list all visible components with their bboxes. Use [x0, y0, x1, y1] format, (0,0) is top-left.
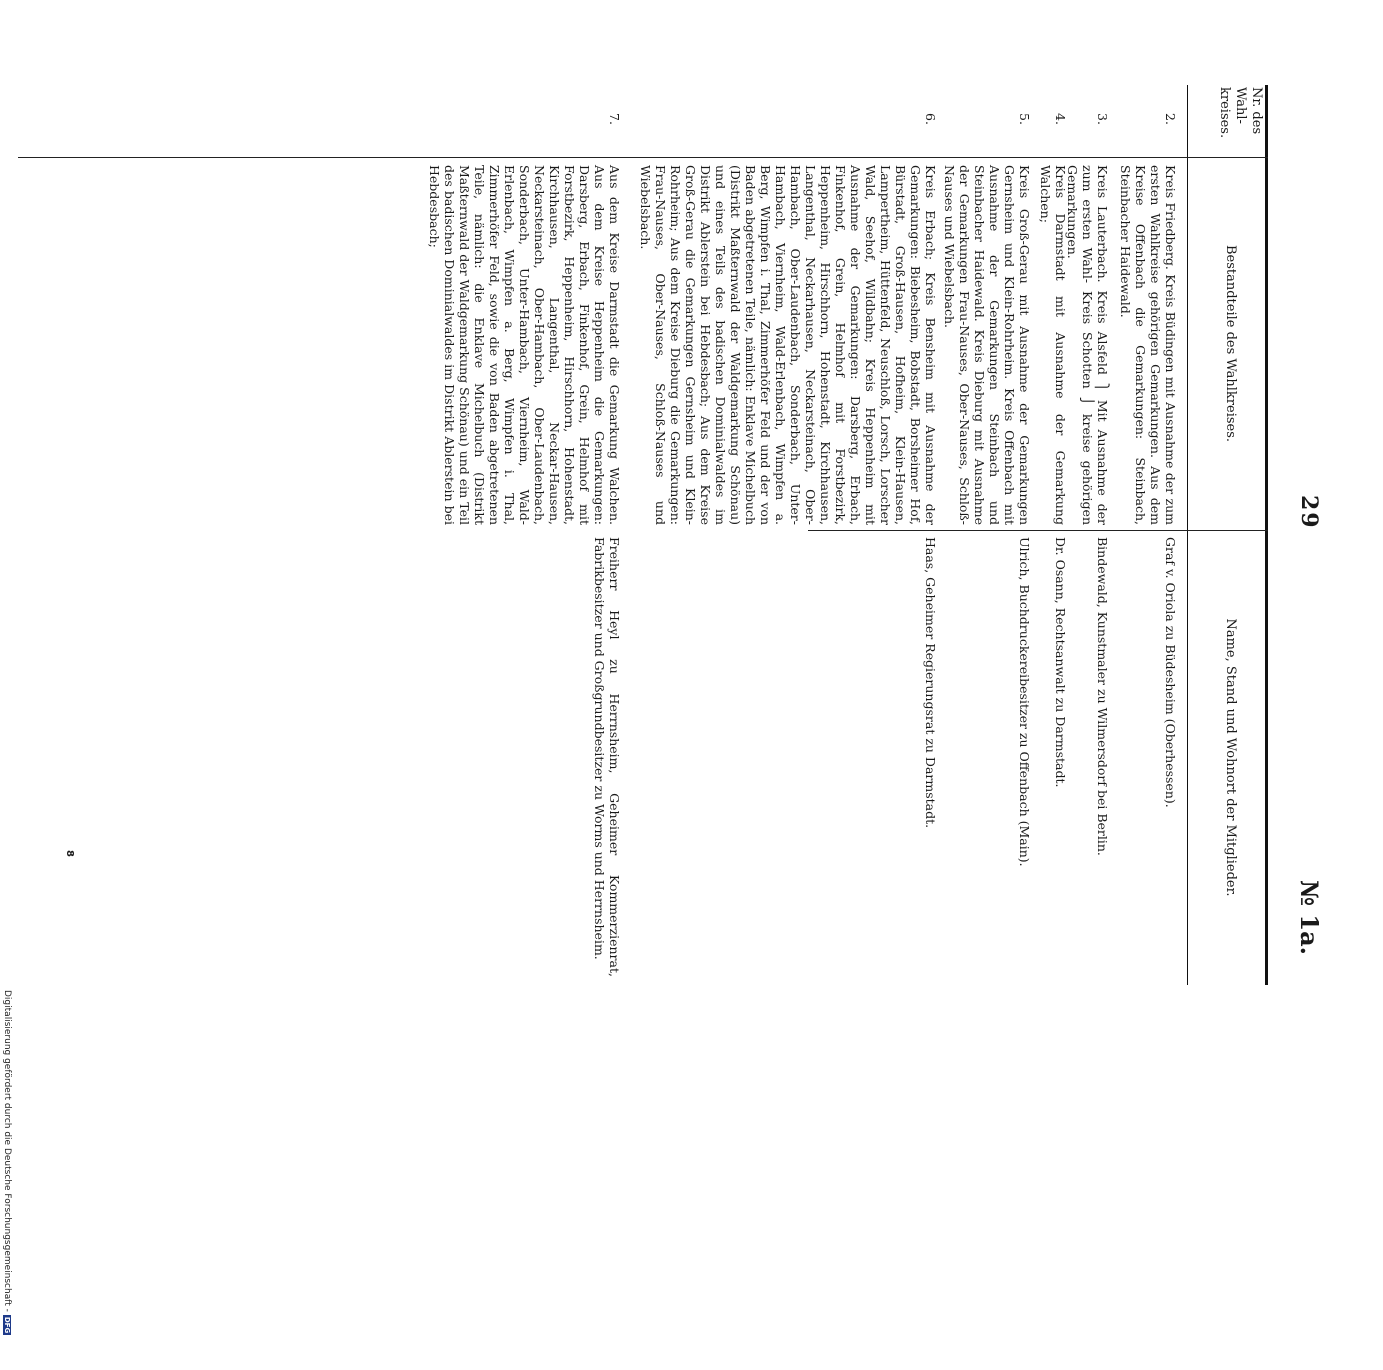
- header-members: Name, Stand und Wohnort der Mitglieder.: [1223, 618, 1238, 897]
- header-bottom-rule: [1187, 85, 1188, 985]
- dfg-logo: DFG: [3, 1316, 11, 1334]
- row-number: 3.: [1095, 113, 1110, 125]
- page-header: [1270, 85, 1330, 985]
- page-number: 29: [1296, 495, 1322, 530]
- table-top-rule: [1265, 85, 1268, 985]
- row-description: Aus dem Kreise Darmstadt die Gemarkung Walchen. Aus dem Kreise Heppenheim die Gemarkungen: Darsberg, Erbach, Finkenhof, Grein, Helmhof mit Forstbezirk, Heppenheim, Hirschhorn, Hohenstadt, Kirchhausen, Langenthal, Neckar-Hausen, Neckarsteinach, Ober-Hambach, Ober-Laudenbach, Sonderbach, Unter-Hambach, Viernheim, Wald-Erlenbach, Wimpfen a. Berg, Wimpfen i. Thal, Zimmerhöfer Feld, sowie die von Baden abgetretenen Teile, nämlich: die Enklave Michelbuch (Distrikt Maßternwald der Waldgemarkung Schönau) und ein Teil des badischen Dominialwaldes im Distrikt Ablerstein bei Hebdesbach;: [427, 165, 622, 525]
- bottom-mark: 8: [63, 850, 75, 857]
- constituency-table: [18, 85, 1268, 985]
- row-description: Kreis Groß-Gerau mit Ausnahme der Gemarkungen Gernsheim und Klein-Rohrheim. Kreis Offenbach mit Ausnahme der Gemarkungen Steinbach und Steinbacher Haidewald. Kreis Dieburg mit Ausnahme der Gemarkungen Frau-Nauses, Ober-Nauses, Schloß-Nauses und Wiebelsbach.: [942, 165, 1032, 525]
- row-number: 2.: [1163, 113, 1178, 125]
- row-member: Freiherr Heyl zu Herrnsheim, Geheimer Kommerzienrat, Fabrikbesitzer und Großgrundbesitzer zu Worms und Herrnsheim.: [592, 537, 622, 977]
- column-separator-mid: [808, 530, 1188, 531]
- row-member: Haas, Geheimer Regierungsrat zu Darmstadt.: [923, 537, 938, 829]
- row-description: Kreis Darmstadt mit Ausnahme der Gemarkung Walchen;: [1038, 165, 1068, 525]
- row-number: 6.: [923, 113, 938, 125]
- header-number: Nr. des Wahl-kreises.: [1217, 87, 1264, 139]
- rotated-page: [10, 85, 1330, 985]
- row-member: Graf v. Oriola zu Büdesheim (Oberhessen).: [1163, 537, 1178, 808]
- sheet-label: № 1a.: [1295, 879, 1324, 955]
- row-number: 5.: [1017, 113, 1032, 125]
- row-description: Kreis Friedberg. Kreis Büdingen mit Ausnahme der zum ersten Wahlkreise gehörigen Gemarkungen. Aus dem Kreise Offenbach die Gemarkungen: Steinbach, Steinbacher Haidewald.: [1118, 165, 1178, 525]
- row-member: Bindewald, Kunstmaler zu Wilmersdorf bei Berlin.: [1095, 537, 1110, 856]
- credit-text: Digitalisierung gefördert durch die Deutsche Forschungsgemeinschaft -: [2, 990, 12, 1312]
- row-number: 7.: [607, 113, 622, 125]
- row-member: Dr. Osann, Rechtsanwalt zu Darmstadt.: [1053, 537, 1068, 788]
- digitization-credit: [0, 990, 12, 1370]
- row-number: 4.: [1053, 113, 1068, 125]
- header-components: Bestandteile des Wahlkreises.: [1223, 244, 1238, 443]
- row-description: Kreis Erbach; Kreis Bensheim mit Ausnahme der Gemarkungen: Biebesheim, Bobstadt, Borsheimer Hof, Bürstadt, Groß-Hausen, Hofheim, Klein-Hausen, Lampertheim, Hüttenfeld, Neuschloß, Lorsch, Lorscher Wald, Seehof, Wildbahn; Kreis Heppenheim mit Ausnahme der Gemarkungen: Darsberg, Erbach, Finkenhof, Grein, Helmhof mit Forstbezirk, Heppenheim, Hirschhorn, Hohenstadt, Kirchhausen, Langenthal, Neckarhausen, Neckarsteinach, Ober-Hambach, Ober-Laudenbach, Sonderbach, Unter-Hambach, Viernheim, Wald-Erlenbach, Wimpfen a. Berg, Wimpfen i. Thal, Zimmerhöfer Feld und der von Baden abgetretenen Teile, nämlich: Enklave Michelbuch (Distrikt Maßternwald der Waldgemarkung Schönau) und eines Teils des badischen Dominialwaldes im Distrikt Ablerstein bei Hebdesbach; Aus dem Kreise Groß-Gerau die Gemarkungen Gernsheim und Klein-Rohrheim; Aus dem Kreise Dieburg die Gemarkungen: Frau-Nauses, Ober-Nauses, Schloß-Nauses und Wiebelsbach.: [638, 165, 938, 525]
- row-member: Ulrich, Buchdruckereibesitzer zu Offenbach (Main).: [1017, 537, 1032, 867]
- row-description: Kreis Lauterbach. Kreis Alsfeld ⎫ Mit Ausnahme der zum ersten Wahl- Kreis Schotten ⎭ kreise gehörigen Gemarkungen.: [1065, 165, 1110, 525]
- column-separator: [18, 157, 1268, 158]
